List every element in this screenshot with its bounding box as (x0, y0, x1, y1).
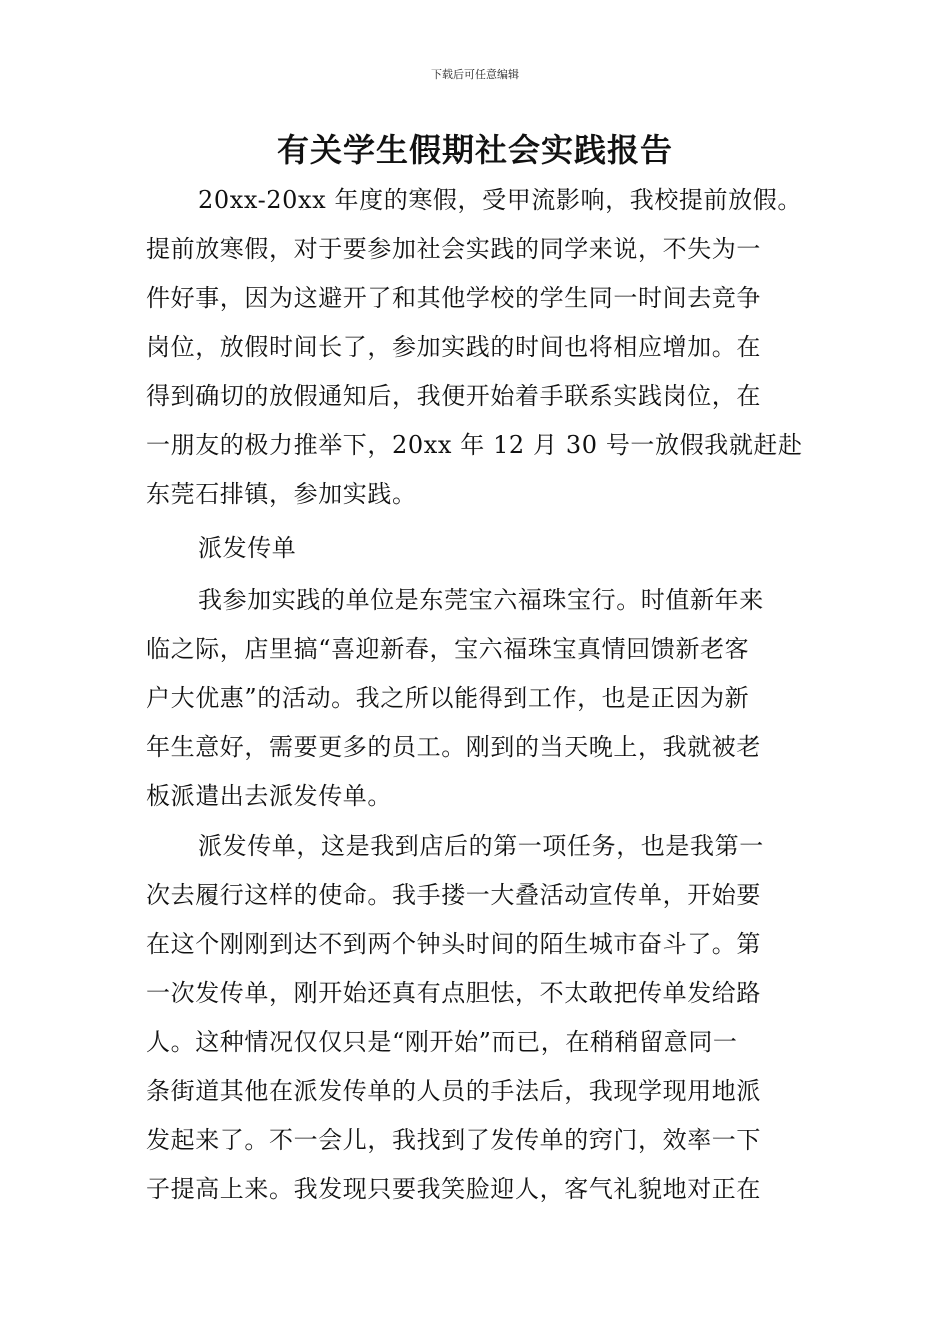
paragraph-line: 人。这种情况仅仅只是“刚开始”而已，在稍稍留意同一 (146, 1028, 738, 1056)
section-heading-text: 派发传单 (198, 534, 297, 562)
paragraph-line: 次去履行这样的使命。我手搂一大叠活动宣传单，开始要 (146, 881, 761, 909)
paragraph-line: 年生意好，需要更多的员工。刚到的当天晚上，我就被老 (146, 733, 761, 761)
paragraph-line: 东莞石排镇，参加实践。 (146, 480, 417, 508)
paragraph-line: 提前放寒假，对于要参加社会实践的同学来说，不失为一 (146, 235, 761, 263)
paragraph-line: 一次发传单，刚开始还真有点胆怯，不太敢把传单发给路 (146, 979, 761, 1007)
paragraph-intro (146, 176, 808, 519)
paragraph-line: 临之际，店里搞“喜迎新春，宝六福珠宝真情回馈新老客 (146, 635, 750, 663)
paragraph-line: 条街道其他在派发传单的人员的手法后，我现学现用地派 (146, 1077, 761, 1105)
document-title: 有关学生假期社会实践报告 (276, 131, 673, 169)
paragraph-line: 得到确切的放假通知后，我便开始着手联系实践岗位，在 (146, 382, 761, 410)
paragraph-line: 派发传单，这是我到店后的第一项任务，也是我第一 (198, 832, 764, 860)
paragraph-line: 岗位，放假时间长了，参加实践的时间也将相应增加。在 (146, 333, 761, 361)
paragraph-line: 发起来了。不一会儿，我找到了发传单的窍门，效率一下 (146, 1126, 761, 1154)
header-note: 下载后可任意编辑 (431, 68, 519, 81)
paragraph-line: 子提高上来。我发现只要我笑脸迎人，客气礼貌地对正在 (146, 1175, 761, 1203)
paragraph-flyers (146, 822, 808, 1214)
section-heading (146, 524, 808, 573)
paragraph-line: 在这个刚刚到达不到两个钟头时间的陌生城市奋斗了。第 (146, 930, 761, 958)
paragraph-line: 20xx-20xx 年度的寒假，受甲流影响，我校提前放假。 (198, 186, 802, 214)
paragraph-workplace (146, 576, 808, 821)
paragraph-line: 我参加实践的单位是东莞宝六福珠宝行。时值新年来 (198, 586, 764, 614)
paragraph-line: 一朋友的极力推举下，20xx 年 12 月 30 号一放假我就赶赴 (146, 431, 803, 459)
paragraph-line: 板派遣出去派发传单。 (146, 782, 392, 810)
paragraph-line: 件好事，因为这避开了和其他学校的学生同一时间去竞争 (146, 284, 761, 312)
paragraph-line: 户大优惠”的活动。我之所以能得到工作，也是正因为新 (146, 684, 750, 712)
